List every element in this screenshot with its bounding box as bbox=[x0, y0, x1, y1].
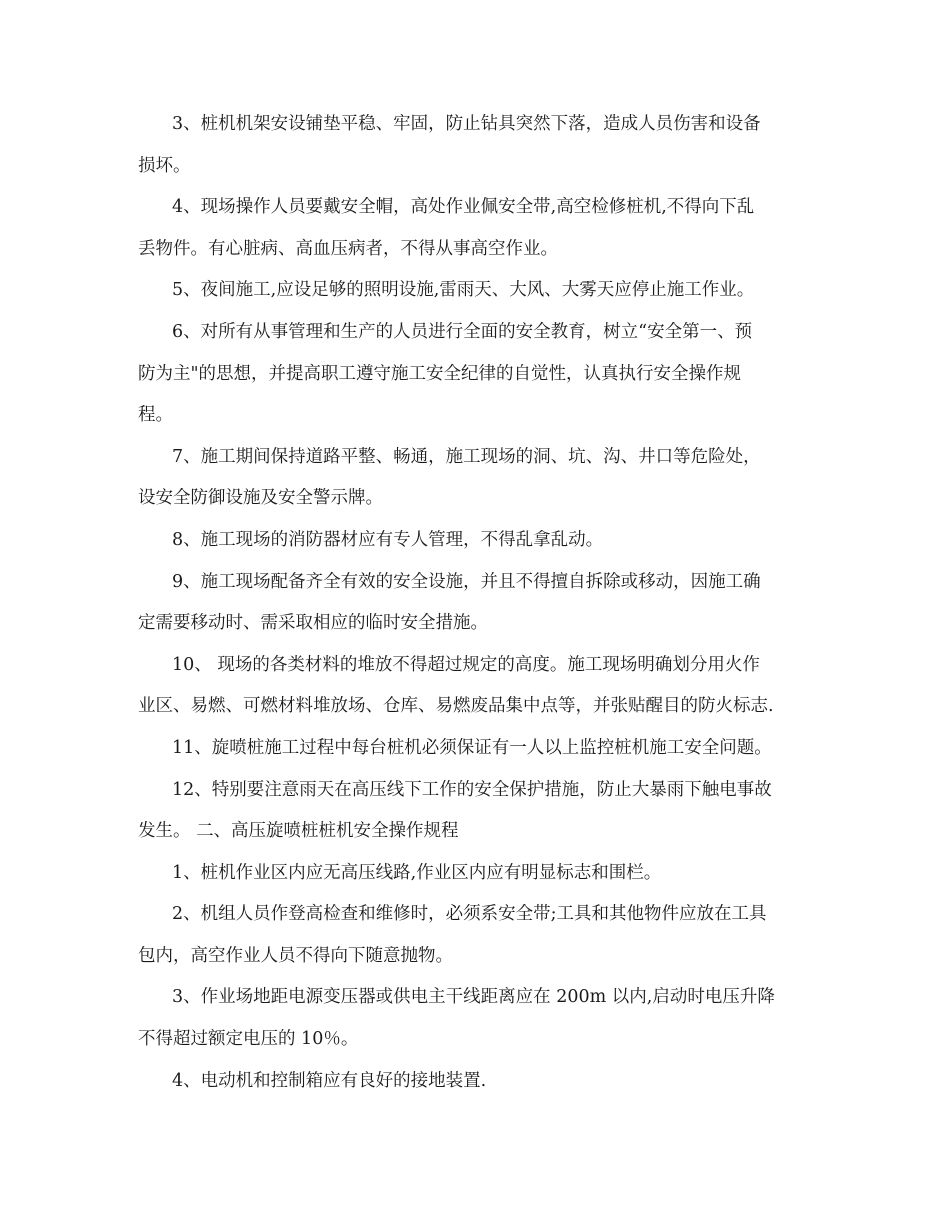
text-line: 12、特别要注意雨天在高压线下工作的安全保护措施，防止大暴雨下触电事故 bbox=[172, 779, 772, 800]
text-line: 损坏。 bbox=[138, 155, 191, 176]
text-line: 包内，高空作业人员不得向下随意抛物。 bbox=[138, 945, 453, 966]
document-body bbox=[138, 104, 818, 1102]
text-line: 3、桩机机架安设铺垫平稳、牢固，防止钻具突然下落，造成人员伤害和设备 bbox=[172, 114, 761, 134]
text-line: 丢物件。有心脏病、高血压病者，不得从事高空作业。 bbox=[138, 238, 558, 259]
text-line: 发生。 二、高压旋喷桩桩机安全操作规程 bbox=[138, 821, 459, 842]
text-line: 程。 bbox=[138, 405, 173, 426]
text-line: 7、施工期间保持道路平整、畅通，施工现场的洞、坑、沟、井口等危险处， bbox=[172, 446, 761, 467]
text-line: 不得超过额定电压的 10％。 bbox=[138, 1029, 359, 1050]
text-line: 10、 现场的各类材料的堆放不得超过规定的高度。施工现场明确划分用火作 bbox=[172, 654, 760, 675]
text-line: 1、桩机作业区内应无高压线路,作业区内应有明显标志和围栏。 bbox=[172, 862, 662, 883]
text-line: 业区、易燃、可燃材料堆放场、仓库、易燃废品集中点等，并张贴醒目的防火标志. bbox=[138, 696, 774, 717]
text-line: 设安全防御设施及安全警示牌。 bbox=[138, 488, 383, 509]
text-line: 定需要移动时、需采取相应的临时安全措施。 bbox=[138, 613, 488, 634]
text-line: 2、机组人员作登高检查和维修时，必须系安全带;工具和其他物件应放在工具 bbox=[172, 904, 767, 925]
text-line: 5、夜间施工,应设足够的照明设施,雷雨天、大风、大雾天应停止施工作业。 bbox=[172, 280, 755, 301]
text-line: 8、施工现场的消防器材应有专人管理，不得乱拿乱动。 bbox=[172, 529, 604, 550]
text-line: 11、旋喷桩施工过程中每台桩机必须保证有一人以上监控桩机施工安全问题。 bbox=[172, 737, 772, 758]
text-line: 9、施工现场配备齐全有效的安全设施，并且不得擅自拆除或移动，因施工确 bbox=[172, 571, 761, 592]
text-line: 3、作业场地距电源变压器或供电主干线距离应在 200m 以内,启动时电压升降 bbox=[172, 987, 775, 1008]
text-line: 防为主"的思想，并提高职工遵守施工安全纪律的自觉性，认真执行安全操作规 bbox=[138, 363, 742, 384]
text-line: 4、电动机和控制箱应有良好的接地装置. bbox=[172, 1070, 487, 1091]
text-line: 6、对所有从事管理和生产的人员进行全面的安全教育，树立“安全第一、预 bbox=[172, 321, 753, 342]
text-line: 4、现场操作人员要戴安全帽，高处作业佩安全带,高空检修桩机,不得向下乱 bbox=[172, 197, 755, 218]
